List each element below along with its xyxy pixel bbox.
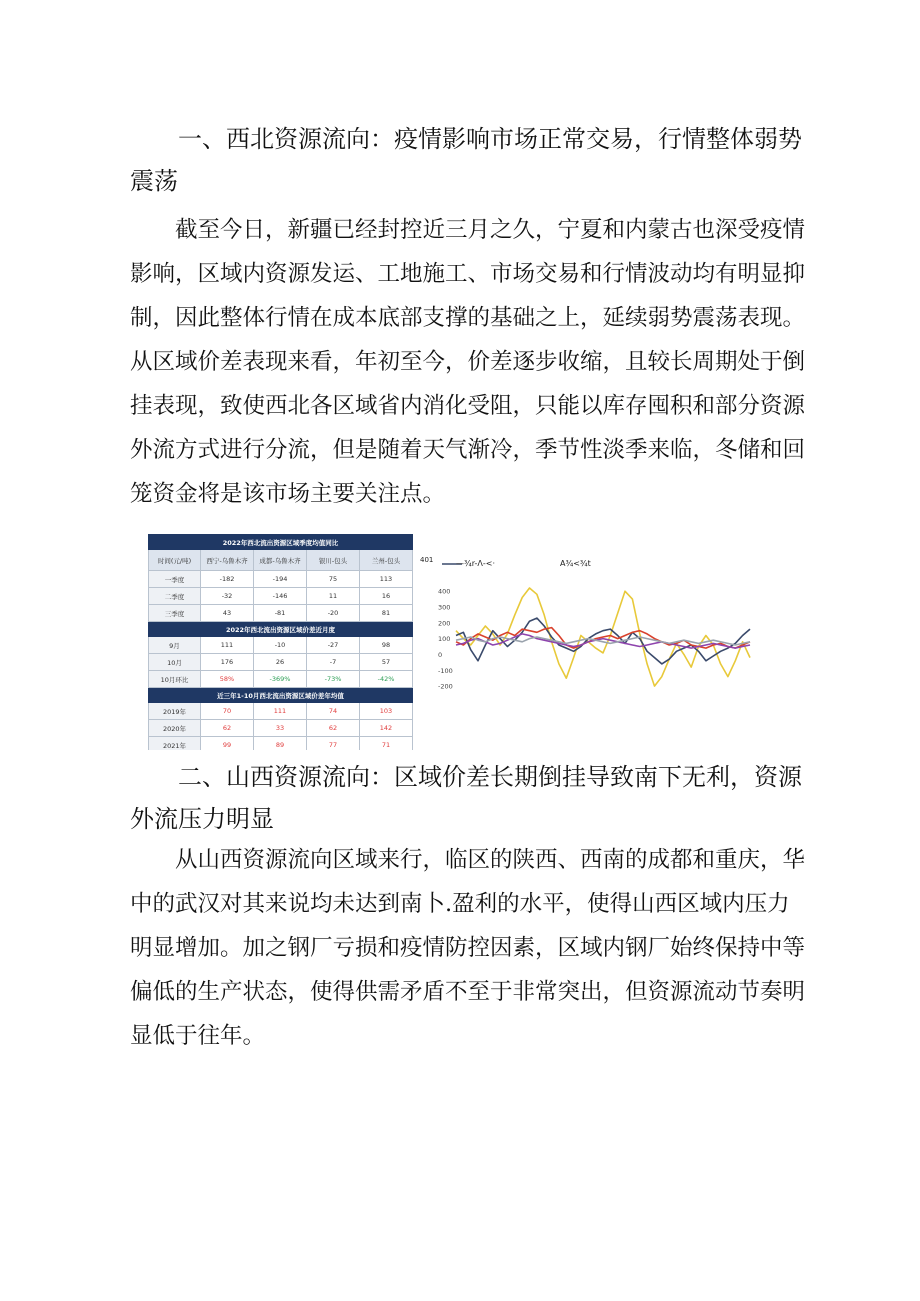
value-cell: -73% [307,671,360,688]
section1-paragraph: 截至今日，新疆已经封控近三月之久，宁夏和内蒙古也深受疫情影响，区域内资源发运、工地施工、市场交易和行情波动均有明显抑制，因此整体行情在成本底部支撑的基础之上，延续弱势震荡表现。从区域价差表现来看，年初至今，价差逐步收缩，且较长周期处于倒挂表现，致使西北各区域省内消化受阻，只能以库存囤积和部分资源外流方式进行分流，但是随着天气渐冷，季节性淡季来临，冬储和回笼资金将是该市场主要关注点。 [130,217,806,507]
section1-heading: 一、西北资源流向：疫情影响市场正常交易，行情整体弱势震荡 [130,125,802,195]
value-cell: 33 [254,720,307,737]
header-cell: 成都-乌鲁木齐 [254,550,307,571]
legend-label-a: —¾r-Λ-<· [456,559,496,568]
value-cell: -20 [307,605,360,622]
value-cell: -32 [201,588,254,605]
row-label-cell: 9月 [149,637,201,654]
y-tick-label: -200 [438,682,453,691]
value-cell: 16 [360,588,413,605]
year-row [149,737,413,751]
value-cell: 26 [254,654,307,671]
table-header-row [149,550,413,571]
section2-heading: 二、山西资源流向：区域价差长期倒挂导致南下无利，资源外流压力明显 [130,763,802,833]
price-spread-table [148,534,413,750]
row-label-cell: 三季度 [149,605,201,622]
value-cell: -146 [254,588,307,605]
chart-series [456,588,750,686]
value-cell: 75 [307,571,360,588]
row-label-cell: 2021年 [149,737,201,751]
value-cell: -369% [254,671,307,688]
row-label-cell: 2020年 [149,720,201,737]
value-cell: 71 [360,737,413,751]
value-cell: 111 [201,637,254,654]
row-label-cell: 二季度 [149,588,201,605]
month-row [149,637,413,654]
value-cell: -182 [201,571,254,588]
quarter-row [149,571,413,588]
y-tick-label: -100 [438,666,453,675]
value-cell: 43 [201,605,254,622]
quarter-row [149,588,413,605]
table-title-yearly-text: 近三年1-10月西北流出资源区域价差年均值 [149,688,413,703]
value-cell: 81 [360,605,413,622]
value-cell: 62 [201,720,254,737]
value-cell: 77 [307,737,360,751]
table-title-monthly-text: 2022年西北流出资源区域价差近月度 [149,622,413,637]
price-spread-table-image [148,534,413,750]
table-title-quarterly-text: 2022年西北流出资源区域季度均值同比 [149,535,413,550]
table-title-monthly [149,622,413,637]
value-cell: -10 [254,637,307,654]
month-row [149,654,413,671]
y-tick-label: 100 [438,635,451,644]
y-tick-label: 0 [438,650,443,659]
value-cell: 103 [360,703,413,720]
value-cell: 113 [360,571,413,588]
table-title-quarterly [149,535,413,550]
row-label-cell: 10月环比 [149,671,201,688]
value-cell: 62 [307,720,360,737]
value-cell: -27 [307,637,360,654]
header-cell: 兰州-包头 [360,550,413,571]
value-cell: 57 [360,654,413,671]
value-cell: -194 [254,571,307,588]
value-cell: 176 [201,654,254,671]
value-cell: 89 [254,737,307,751]
header-cell: 银川-包头 [307,550,360,571]
value-cell: -7 [307,654,360,671]
y-tick-label: 300 [438,603,451,612]
row-label-cell: 10月 [149,654,201,671]
value-cell: 142 [360,720,413,737]
value-cell: -42% [360,671,413,688]
year-row [149,720,413,737]
table-title-yearly [149,688,413,703]
header-cell: 时间(元/吨) [149,550,201,571]
value-cell: 99 [201,737,254,751]
value-cell: 70 [201,703,254,720]
value-cell: 58% [201,671,254,688]
legend-label-b: A¾<¾t [560,559,591,568]
section2-paragraph: 从山西资源流向区域来行，临区的陕西、西南的成都和重庆，华中的武汉对其来说均未达到南卜.盈利的水平，使得山西区域内压力明显增加。加之钢厂亏损和疫情防控因素，区域内钢厂始终保持中等偏低的生产状态，使得供需矛盾不至于非常突出，但资源流动节奏明显低于往年。 [130,847,806,1049]
chart-y-top-label: 401 [420,556,434,564]
header-cell: 西宁-乌鲁木齐 [201,550,254,571]
year-row [149,703,413,720]
price-spread-line-chart [420,548,760,698]
row-label-cell: 一季度 [149,571,201,588]
y-tick-label: 400 [438,587,451,596]
value-cell: 111 [254,703,307,720]
value-cell: 74 [307,703,360,720]
value-cell: 11 [307,588,360,605]
row-label-cell: 2019年 [149,703,201,720]
month-row [149,671,413,688]
value-cell: 98 [360,637,413,654]
y-axis-ticks [438,588,453,691]
quarter-row [149,605,413,622]
value-cell: -81 [254,605,307,622]
y-tick-label: 200 [438,619,451,628]
